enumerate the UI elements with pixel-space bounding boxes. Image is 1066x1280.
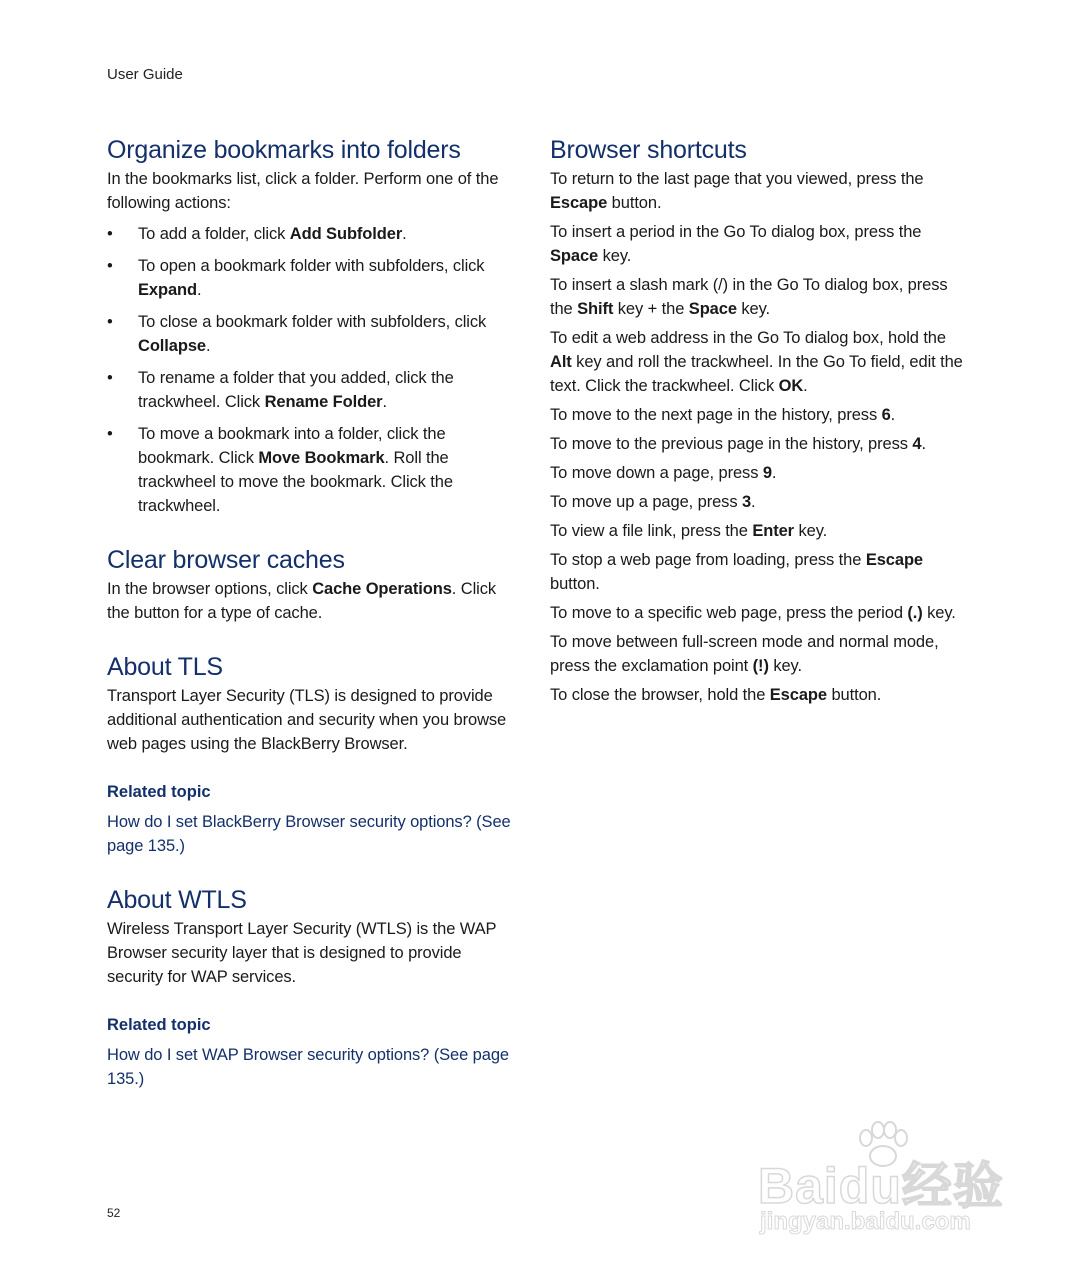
heading-clear-caches: Clear browser caches [107,546,345,574]
organize-actions-list [107,222,517,518]
item-text: . [402,225,407,243]
shortcut-key: (!) [752,657,769,675]
item-text: To move a bookmark into a folder, click the bookmark. Click [138,425,446,467]
caches-text: . Click the button for a type of cache. [107,580,497,622]
shortcut-key: Space [688,300,737,318]
left-column [107,134,517,1117]
item-text: To close a bookmark folder with subfolders, click [138,313,487,331]
section-about-tls [107,651,517,858]
shortcuts-list [550,167,965,707]
section-organize-bookmarks [107,134,517,518]
item-bold: Rename Folder [264,393,383,411]
shortcut-item [550,403,965,427]
shortcut-text: To move up a page, press [550,493,742,511]
list-item [107,310,517,358]
shortcut-text: . [771,464,777,482]
bullet: • [107,257,113,275]
shortcut-item [550,548,965,596]
organize-intro: In the bookmarks list, click a folder. Perform one of the following actions: [107,170,499,212]
item-text: . [205,337,211,355]
caches-text: In the browser options, click [107,580,313,598]
shortcut-key: Space [550,247,599,265]
shortcut-text: key. [598,247,632,265]
shortcut-text: To move to a specific web page, press the period [550,604,908,622]
shortcut-text: key. [794,522,828,540]
shortcut-item [550,519,965,543]
shortcut-text: To move between full-screen mode and normal mode, press the exclamation point [550,633,939,675]
shortcut-item [550,683,965,707]
item-text: . [382,393,387,411]
item-bold: Expand [138,281,197,299]
list-item [107,222,517,246]
bullet: • [107,425,113,443]
list-item [107,254,517,302]
shortcut-text: button. [607,194,662,212]
shortcut-text: To close the browser, hold the [550,686,770,704]
shortcut-item [550,326,965,398]
item-text: To rename a folder that you added, click the trackwheel. Click [138,369,454,411]
watermark-url: jingyan.baidu.com [760,1208,971,1235]
wtls-related-link[interactable]: How do I set WAP Browser security options? (See page 135.) [107,1046,509,1088]
bullet: • [107,369,113,387]
shortcut-text: To move down a page, press [550,464,763,482]
item-text: To add a folder, click [138,225,290,243]
shortcut-key: 3 [741,493,752,511]
shortcut-text: To edit a web address in the Go To dialog box, hold the [550,329,946,347]
wtls-related-heading: Related topic [107,1016,211,1034]
shortcut-text: To insert a slash mark (/) in the Go To dialog box, press the [550,276,948,318]
watermark-logo-text: Baidu经验 [758,1158,1004,1214]
right-column [550,134,965,712]
shortcut-key: 9 [762,464,772,482]
shortcut-text: . [803,377,808,395]
shortcut-key: (.) [907,604,923,622]
heading-browser-shortcuts: Browser shortcuts [550,136,747,164]
shortcut-text: To stop a web page from loading, press the [550,551,866,569]
shortcut-item [550,273,965,321]
shortcut-key: Shift [577,300,614,318]
caches-bold: Cache Operations [312,580,452,598]
heading-about-tls: About TLS [107,653,223,681]
item-text: To open a bookmark folder with subfolders, click [138,257,485,275]
shortcut-text: To insert a period in the Go To dialog box, press the [550,223,922,241]
shortcut-text: To return to the last page that you viewed, press the [550,170,924,188]
shortcut-item [550,167,965,215]
item-text: . Roll the trackwheel to move the bookmark. Click the trackwheel. [138,449,453,515]
running-header: User Guide [107,66,183,83]
shortcut-key: 6 [881,406,891,424]
shortcut-item [550,490,965,514]
shortcut-key: OK [778,377,804,395]
shortcut-key: Escape [769,686,827,704]
shortcut-key: 4 [912,435,922,453]
section-about-wtls [107,884,517,1091]
shortcut-text: button. [550,575,600,593]
shortcut-text: key. [922,604,956,622]
shortcut-key: Escape [865,551,924,569]
tls-related-link[interactable]: How do I set BlackBerry Browser security options? (See page 135.) [107,813,511,855]
shortcut-text: button. [826,686,882,704]
list-item [107,366,517,414]
shortcut-key: Enter [752,522,795,540]
bullet: • [107,225,113,243]
shortcut-text: . [890,406,896,424]
shortcut-text: To view a file link, press the [550,522,753,540]
shortcut-item [550,601,965,625]
shortcut-text: To move to the previous page in the history, press [550,435,913,453]
shortcut-item [550,630,965,678]
shortcut-text: . [921,435,926,453]
shortcut-text: key + the [613,300,689,318]
shortcut-key: Escape [550,194,608,212]
item-bold: Collapse [138,337,206,355]
heading-organize-bookmarks: Organize bookmarks into folders [107,136,461,164]
shortcut-item [550,432,965,456]
baidu-watermark [752,1120,1012,1240]
wtls-body: Wireless Transport Layer Security (WTLS) is the WAP Browser security layer that is designed to provide security for WAP services. [107,920,497,986]
page-number: 52 [107,1206,121,1220]
tls-body: Transport Layer Security (TLS) is designed to provide additional authentication and security when you browse web pages using the BlackBerry Browser. [107,687,507,753]
shortcut-text: To move to the next page in the history, press [550,406,882,424]
item-bold: Move Bookmark [258,449,385,467]
shortcut-item [550,461,965,485]
shortcut-text: key. [736,300,771,318]
caches-body [107,577,517,625]
section-clear-caches [107,544,517,625]
shortcut-key: Alt [550,353,572,371]
shortcut-text: key. [768,657,802,675]
shortcut-text: . [751,493,756,511]
list-item [107,422,517,518]
bullet: • [107,313,113,331]
heading-about-wtls: About WTLS [107,886,247,914]
shortcut-item [550,220,965,268]
item-bold: Add Subfolder [289,225,403,243]
item-text: . [197,281,202,299]
tls-related-heading: Related topic [107,783,211,801]
shortcut-text: key and roll the trackwheel. In the Go To field, edit the text. Click the trackwheel. Click [550,353,963,395]
